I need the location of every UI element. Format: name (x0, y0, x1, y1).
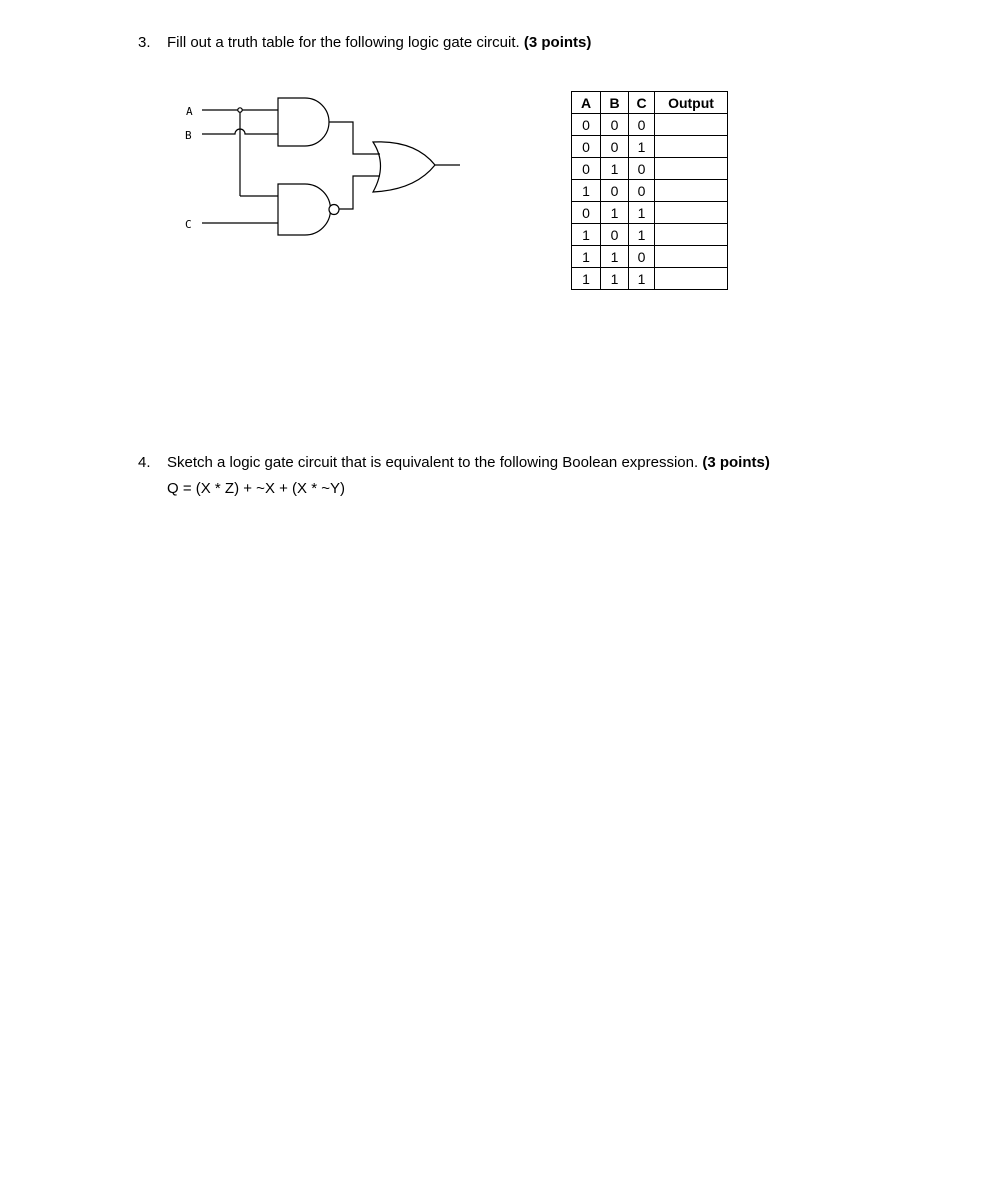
cell-c: 0 (629, 158, 655, 180)
cell-output[interactable] (655, 114, 728, 136)
cell-c: 0 (629, 180, 655, 202)
nand-inversion-bubble (329, 205, 339, 215)
boolean-expression: Q = (X * Z) + ~X + (X * ~Y) (167, 480, 345, 497)
cell-output[interactable] (655, 158, 728, 180)
question-3-number: 3. (138, 34, 151, 51)
table-row (572, 136, 728, 158)
cell-a: 1 (572, 224, 601, 246)
cell-output[interactable] (655, 268, 728, 290)
cell-b: 1 (601, 246, 629, 268)
cell-output[interactable] (655, 246, 728, 268)
table-row (572, 180, 728, 202)
question-4-prompt: Sketch a logic gate circuit that is equivalent to the following Boolean expression. (167, 454, 699, 471)
nand-gate (278, 184, 331, 235)
cell-a: 1 (572, 246, 601, 268)
cell-b: 1 (601, 202, 629, 224)
table-row (572, 246, 728, 268)
table-row (572, 268, 728, 290)
cell-output[interactable] (655, 180, 728, 202)
wire-and-to-or (329, 122, 380, 154)
cell-output[interactable] (655, 224, 728, 246)
cell-a: 1 (572, 180, 601, 202)
logic-circuit-diagram (170, 88, 470, 248)
header-a: A (572, 92, 601, 114)
question-3-prompt: Fill out a truth table for the following logic gate circuit. (167, 34, 520, 51)
table-row (572, 158, 728, 180)
question-3-points: (3 points) (523, 34, 592, 51)
cell-c: 1 (629, 268, 655, 290)
cell-a: 0 (572, 114, 601, 136)
cell-b: 0 (601, 224, 629, 246)
input-label-b: B (185, 129, 192, 142)
truth-table (571, 91, 728, 290)
header-c: C (629, 92, 655, 114)
input-label-c: C (185, 218, 192, 231)
cell-b: 0 (601, 180, 629, 202)
cell-b: 0 (601, 136, 629, 158)
cell-a: 0 (572, 158, 601, 180)
cell-a: 0 (572, 202, 601, 224)
header-b: B (601, 92, 629, 114)
wire-junction-a (238, 108, 242, 112)
question-4-points: (3 points) (702, 454, 770, 471)
cell-c: 1 (629, 202, 655, 224)
cell-output[interactable] (655, 202, 728, 224)
cell-a: 1 (572, 268, 601, 290)
header-output: Output (655, 92, 728, 114)
table-row (572, 224, 728, 246)
cell-b: 1 (601, 268, 629, 290)
table-row (572, 202, 728, 224)
or-gate (373, 142, 435, 192)
cell-c: 1 (629, 136, 655, 158)
truth-table-header-row (572, 92, 728, 114)
question-4-number: 4. (138, 454, 151, 471)
cell-a: 0 (572, 136, 601, 158)
table-row (572, 114, 728, 136)
cell-c: 1 (629, 224, 655, 246)
question-3-text (167, 34, 591, 51)
cell-b: 0 (601, 114, 629, 136)
cell-output[interactable] (655, 136, 728, 158)
question-4-text (167, 454, 770, 471)
cell-c: 0 (629, 246, 655, 268)
cell-b: 1 (601, 158, 629, 180)
and-gate (278, 98, 329, 146)
cell-c: 0 (629, 114, 655, 136)
input-label-a: A (186, 105, 193, 118)
